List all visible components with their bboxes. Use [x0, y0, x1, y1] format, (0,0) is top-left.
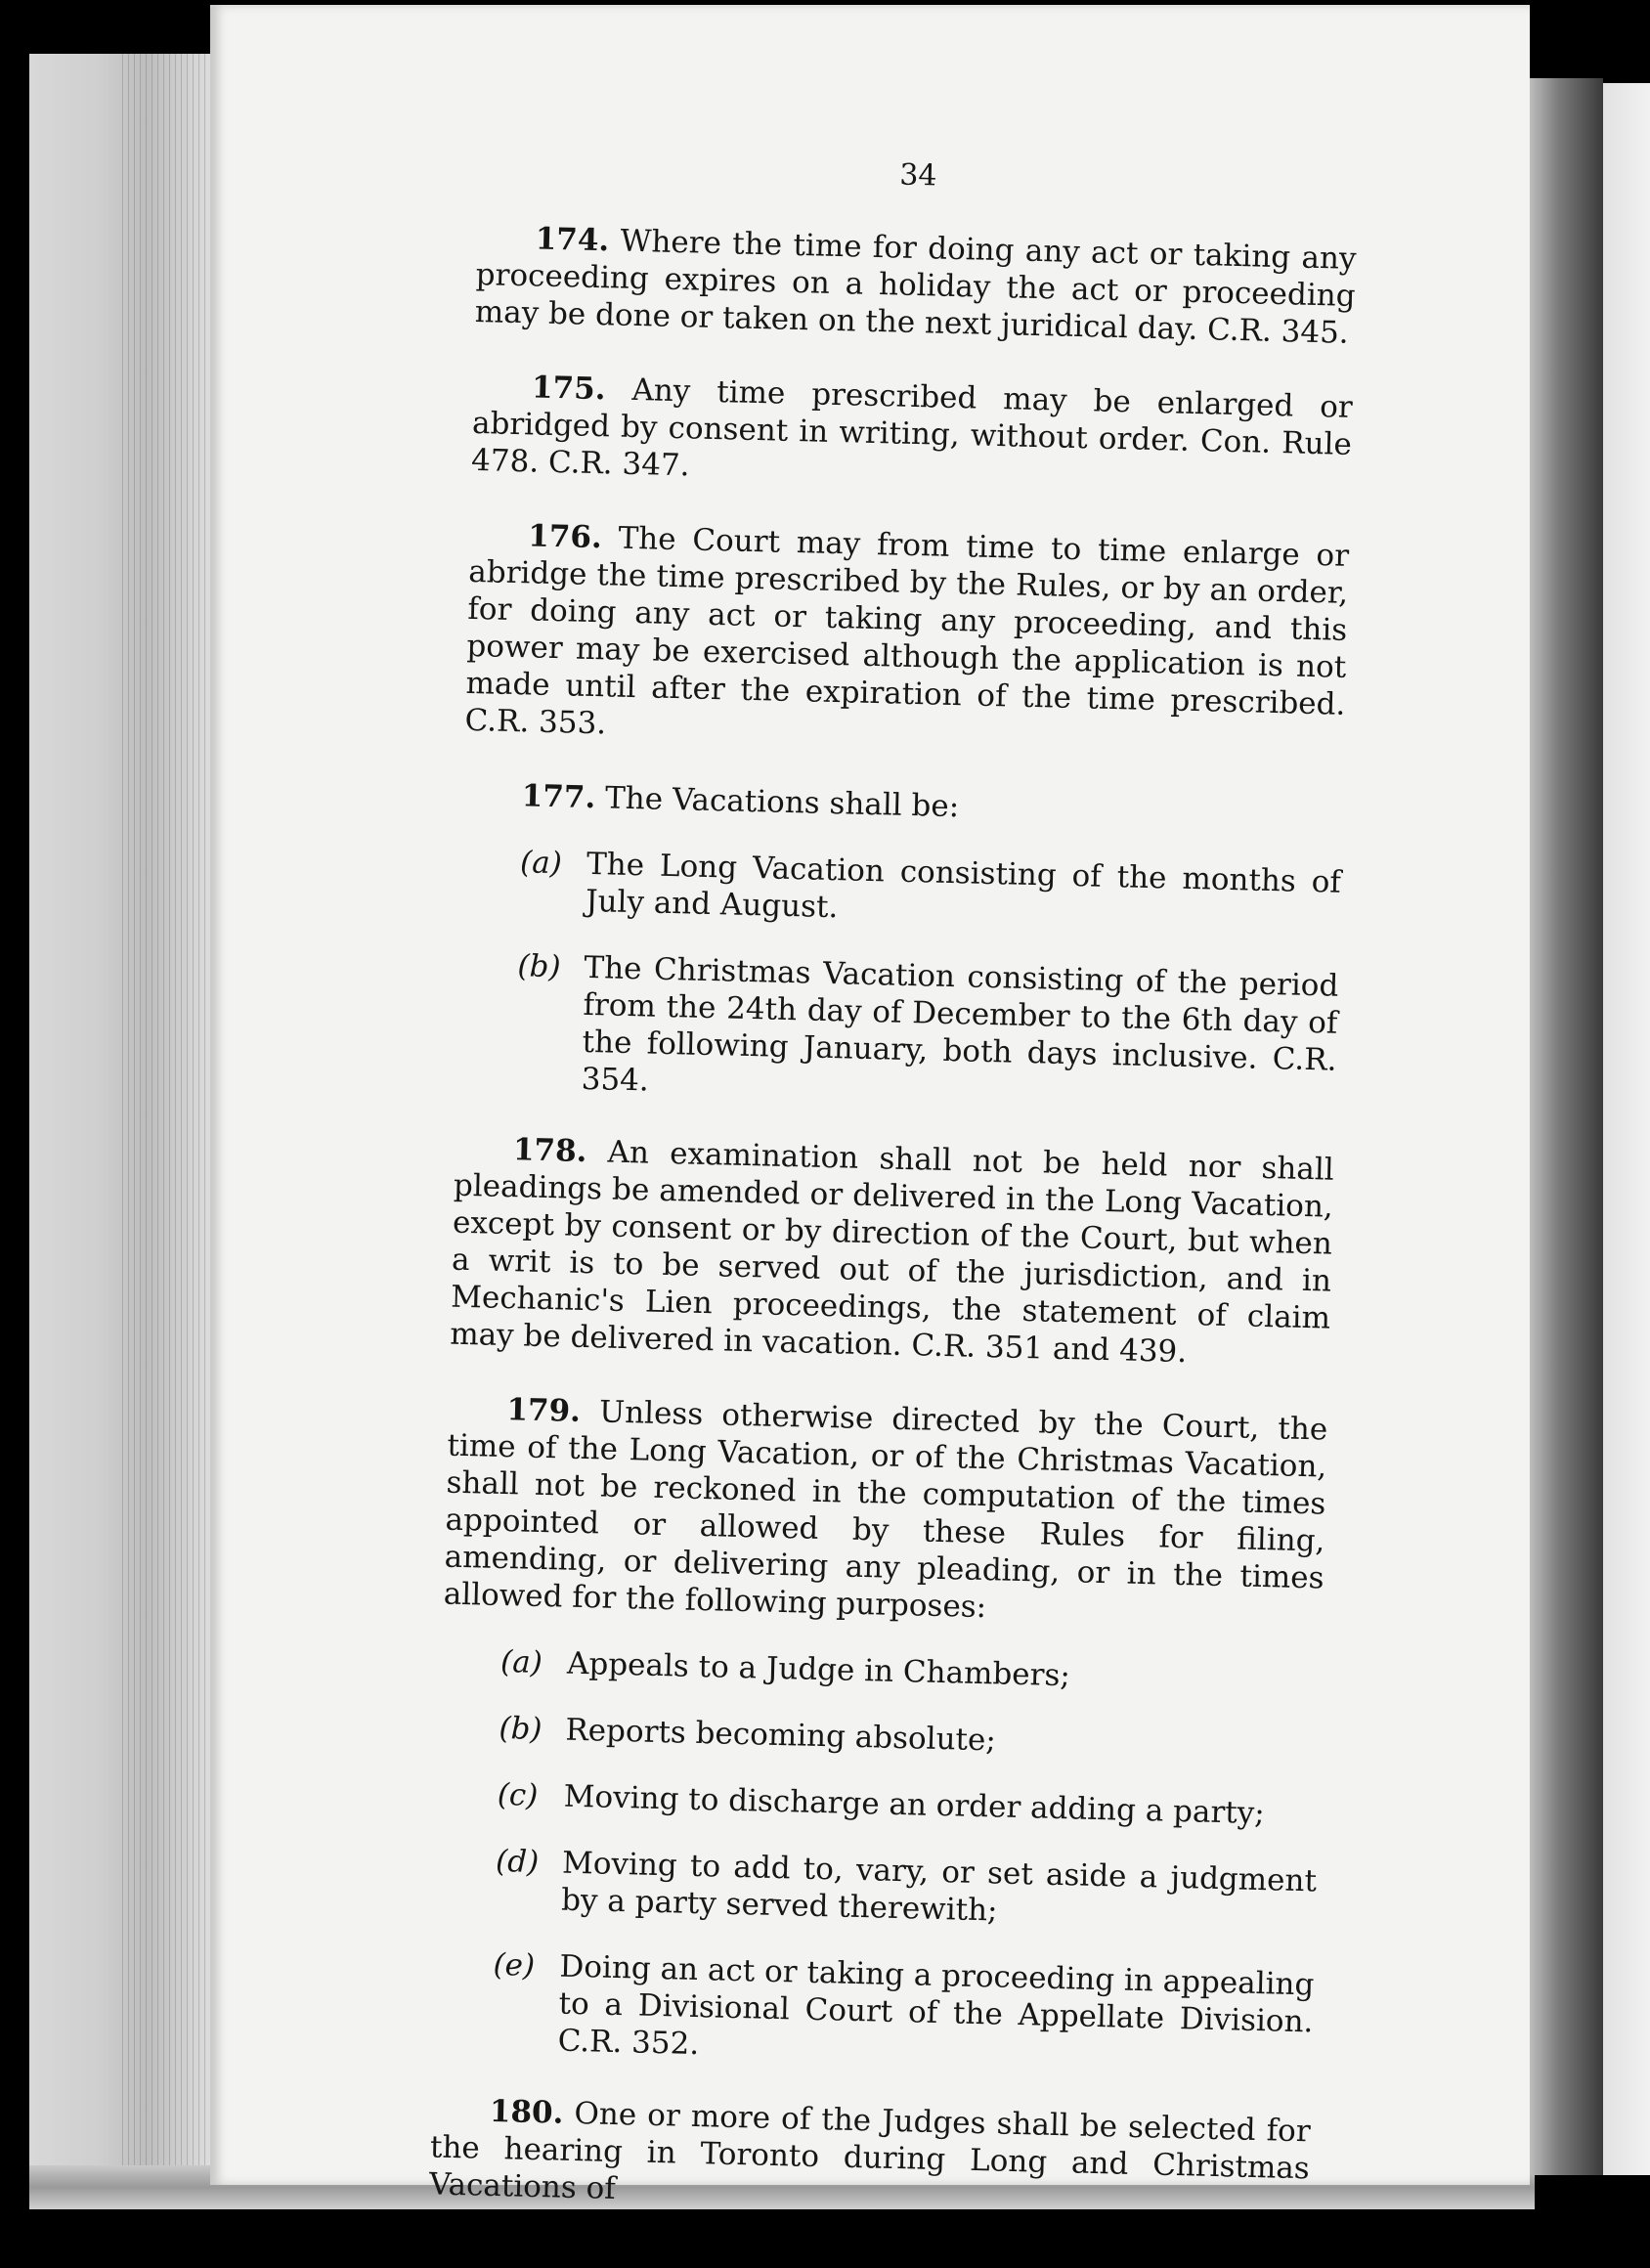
item-label: (b) [499, 1710, 543, 1748]
rule-text: Any time prescribed may be enlarged or abridged by consent in writing, without order. Con. Rule 478. C.R. 347. [470, 371, 1354, 484]
left-page-stack [29, 54, 225, 2209]
rule-174 [474, 219, 1357, 352]
rule-179 [443, 1390, 1327, 1635]
rule-text: The Vacations shall be: [604, 780, 960, 825]
item-label: (c) [497, 1776, 539, 1813]
rule-text: The Court may from time to time enlarge or abridge the time prescribed by the Rules, or by an order, for doing any act or taking any proceeding, and this power may be exercised although the application is not made until after the expiration of the time prescribed. C.R. 353. [464, 520, 1350, 742]
rule-number: 177. [521, 778, 596, 816]
rule-177 [462, 776, 1343, 835]
page-text [428, 147, 1359, 2261]
rule-text: One or more of the Judges shall be selected for the hearing in Toronto during Long and Christmas Vacations of [428, 2095, 1312, 2207]
item-text: The Christmas Vacation consisting of the period from the 24th day of December to the 6th day of the following January, both days inclusive. C.R. 354. [581, 949, 1339, 1099]
item-label: (b) [517, 948, 562, 985]
list-item [500, 1643, 1323, 1701]
list-item [514, 947, 1338, 1115]
item-label: (a) [519, 845, 563, 882]
rule-number: 176. [527, 518, 603, 556]
list-item [499, 1710, 1321, 1767]
item-text: Doing an act or taking a proceeding in appealing to a Divisional Court of the Appellate Division. C.R. 352. [557, 1948, 1315, 2063]
list-item [495, 1843, 1318, 1938]
rule-number: 175. [531, 370, 606, 408]
rule-text: Where the time for doing any act or taking any proceeding expires on a holiday the act or proceeding may be done or taken on the next juridical day. C.R. 345. [474, 223, 1357, 351]
rule-175 [471, 368, 1354, 501]
binding-gutter [1530, 78, 1603, 2175]
rule-number: 180. [489, 2093, 564, 2131]
page-number: 34 [898, 157, 937, 194]
rule-number: 178. [512, 1132, 587, 1169]
item-label: (d) [495, 1843, 540, 1881]
rule-text: An examination shall not be held nor shall pleadings be amended or delivered in the Long Vacation, except by consent or by direction of the Court, but when a writ is to be served out of the jurisdiction, and in Mechanic's Lien proceedings, the statement of claim may be delivered in vacation. C.R. 351 and 439. [449, 1134, 1335, 1371]
list-item [491, 1946, 1315, 2077]
facing-page-edge [1603, 83, 1650, 2175]
item-text: The Long Vacation consisting of the months of July and August. [585, 846, 1342, 926]
rule-179-items [432, 1642, 1322, 2078]
item-label: (e) [493, 1946, 536, 1984]
item-text: Moving to add to, vary, or set aside a judgment by a party served therewith; [560, 1845, 1318, 1929]
rule-number: 174. [535, 221, 610, 259]
list-item [519, 844, 1342, 938]
item-text: Moving to discharge an order adding a party; [563, 1778, 1266, 1832]
rule-number: 179. [506, 1392, 582, 1429]
rule-text: Unless otherwise directed by the Court, the time of the Long Vacation, or of the Christmas Vacation, shall not be reckoned in the computation of the times appointed or allowed by these Rules for filing, amending, or delivering any pleading, or in the times allowed for the following purposes: [443, 1394, 1328, 1626]
rule-180 [429, 2091, 1312, 2224]
rule-178 [450, 1130, 1334, 1374]
item-label: (a) [499, 1644, 543, 1681]
rule-177-items [456, 843, 1341, 1116]
list-item [497, 1776, 1319, 1834]
rule-176 [464, 516, 1349, 761]
item-text: Reports becoming absolute; [565, 1712, 997, 1759]
item-text: Appeals to a Judge in Chambers; [566, 1645, 1071, 1694]
